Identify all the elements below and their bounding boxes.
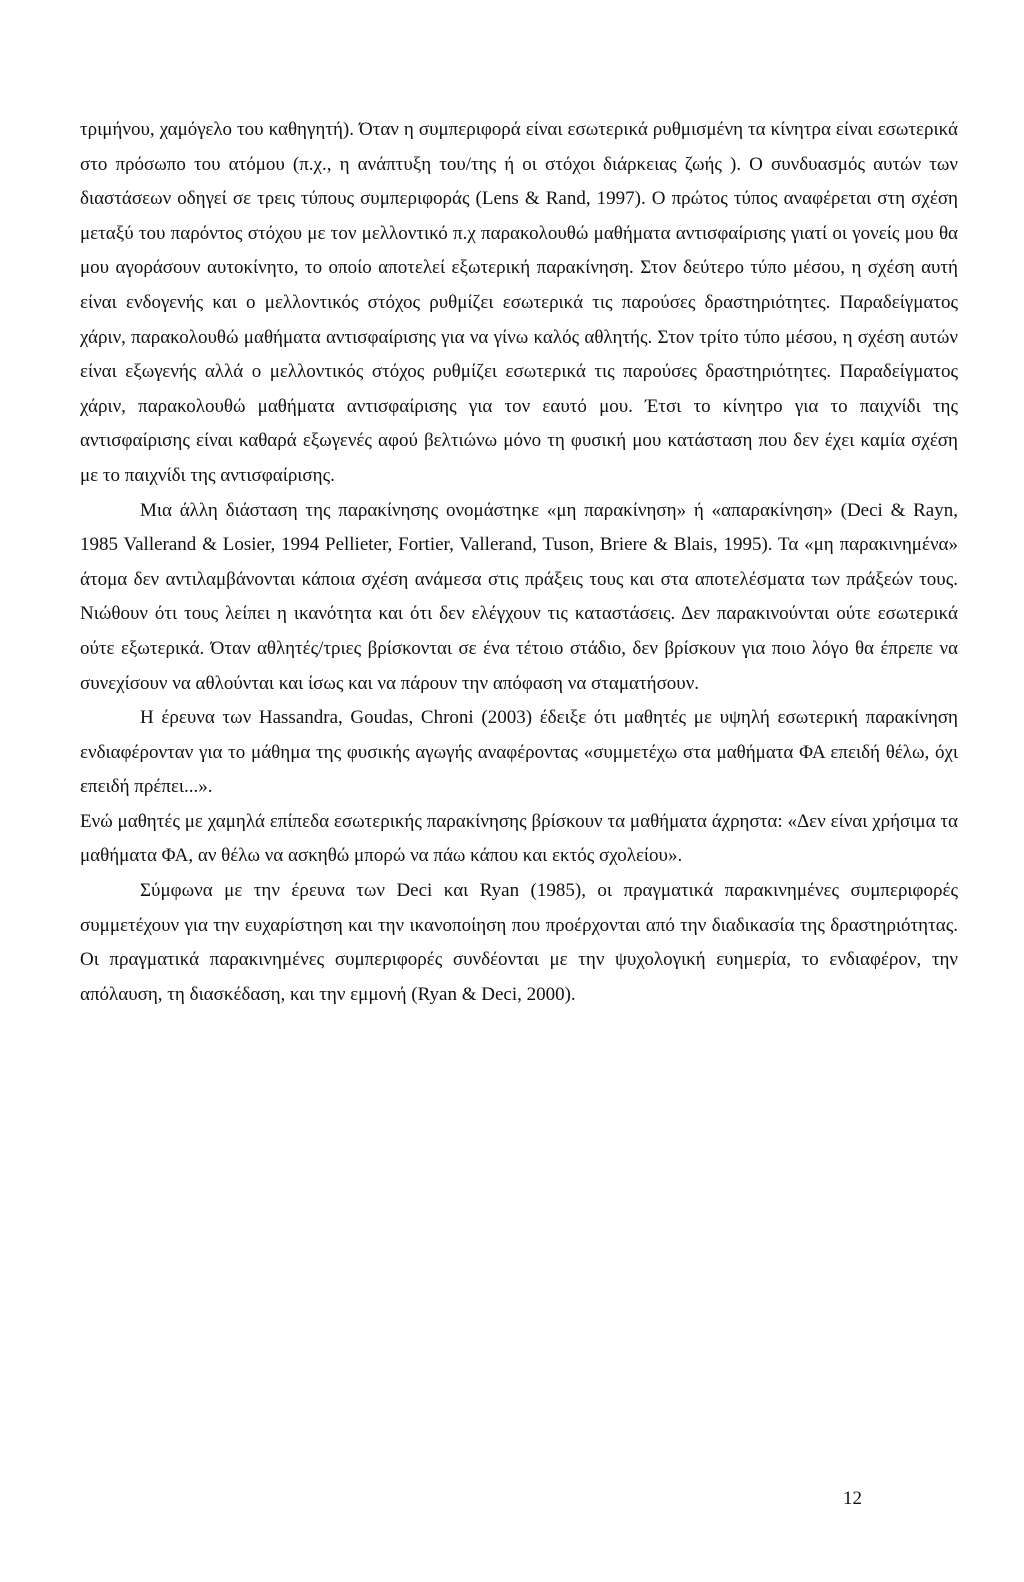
paragraph-hassandra-study: Η έρευνα των Hassandra, Goudas, Chroni (2003) έδειξε ότι μαθητές με υψηλή εσωτερική παρακίνηση ενδιαφέρονταν για το μάθημα της φυσικής αγωγής αναφέροντας «συμμετέχω στα μαθήματα ΦΑ επειδή θέλω, όχι επειδή πρέπει...». (80, 707, 958, 798)
page-number: 12 (843, 1488, 862, 1509)
paragraph-deci-ryan: Σύμφωνα με την έρευνα των Deci και Ryan (1985), οι πραγματικά παρακινημένες συμπεριφορές συμμετέχουν για την ευχαρίστηση και την ικανοποίηση που προέρχονται από την διαδικασία της δραστηριότητας. Οι πραγματικά παρακινημένες συμπεριφορές συνδέονται με την ψυχολογική ευημερία, το ενδιαφέρον, την απόλαυση, τη διασκέδαση, και την εμμονή (Ryan & Deci, 2000). (80, 880, 958, 1005)
paragraph-low-motivation: Ενώ μαθητές με χαμηλά επίπεδα εσωτερικής παρακίνησης βρίσκουν τα μαθήματα άχρηστα: «Δεν είναι χρήσιμα τα μαθήματα ΦΑ, αν θέλω να ασκηθώ μπορώ να πάω κάπου και εκτός σχολείου». (80, 810, 958, 867)
body-text (80, 113, 958, 1012)
paragraph-continuation: τριμήνου, χαμόγελο του καθηγητή). Όταν η συμπεριφορά είναι εσωτερικά ρυθμισμένη τα κίνητρα είναι εσωτερικά στο πρόσωπο του ατόμου (π.χ., η ανάπτυξη του/της ή οι στόχοι διάρκειας ζωής ). Ο συνδυασμός αυτών των διαστάσεων οδηγεί σε τρεις τύπους συμπεριφοράς (Lens & Rand, 1997). Ο πρώτος τύπος αναφέρεται στη σχέση μεταξύ του παρόντος στόχου με τον μελλοντικό π.χ παρακολουθώ μαθήματα αντισφαίρισης γιατί οι γονείς μου θα μου αγοράσουν αυτοκίνητο, το οποίο αποτελεί εξωτερική παρακίνηση. Στον δεύτερο τύπο μέσου, η σχέση αυτή είναι ενδογενής και ο μελλοντικός στόχος ρυθμίζει εσωτερικά τις παρούσες δραστηριότητες. Παραδείγματος χάριν, παρακολουθώ μαθήματα αντισφαίρισης για να γίνω καλός αθλητής. Στον τρίτο τύπο μέσου, η σχέση αυτών είναι εξωγενής αλλά ο μελλοντικός στόχος ρυθμίζει εσωτερικά τις παρούσες δραστηριότητες. Παραδείγματος χάριν, παρακολουθώ μαθήματα αντισφαίρισης για τον εαυτό μου. Έτσι το κίνητρο για το παιχνίδι της αντισφαίρισης είναι καθαρά εξωγενές αφού βελτιώνω μόνο τη φυσική μου κατάσταση που δεν έχει καμία σχέση με το παιχνίδι της αντισφαίρισης. (80, 119, 958, 486)
paragraph-amotivation: Μια άλλη διάσταση της παρακίνησης ονομάστηκε «μη παρακίνηση» ή «απαρακίνηση» (Deci & Rayn, 1985 Vallerand & Losier, 1994 Pellieter, Fortier, Vallerand, Tuson, Briere & Blais, 1995). Τα «μη παρακινημένα» άτομα δεν αντιλαμβάνονται κάποια σχέση ανάμεσα στις πράξεις τους και στα αποτελέσματα των πράξεών τους. Νιώθουν ότι τους λείπει η ικανότητα και ότι δεν ελέγχουν τις καταστάσεις. Δεν παρακινούνται ούτε εσωτερικά ούτε εξωτερικά. Όταν αθλητές/τριες βρίσκονται σε ένα τέτοιο στάδιο, δεν βρίσκουν για ποιο λόγο θα έπρεπε να συνεχίσουν να αθλούνται και ίσως και να πάρουν την απόφαση να σταματήσουν. (80, 499, 958, 694)
